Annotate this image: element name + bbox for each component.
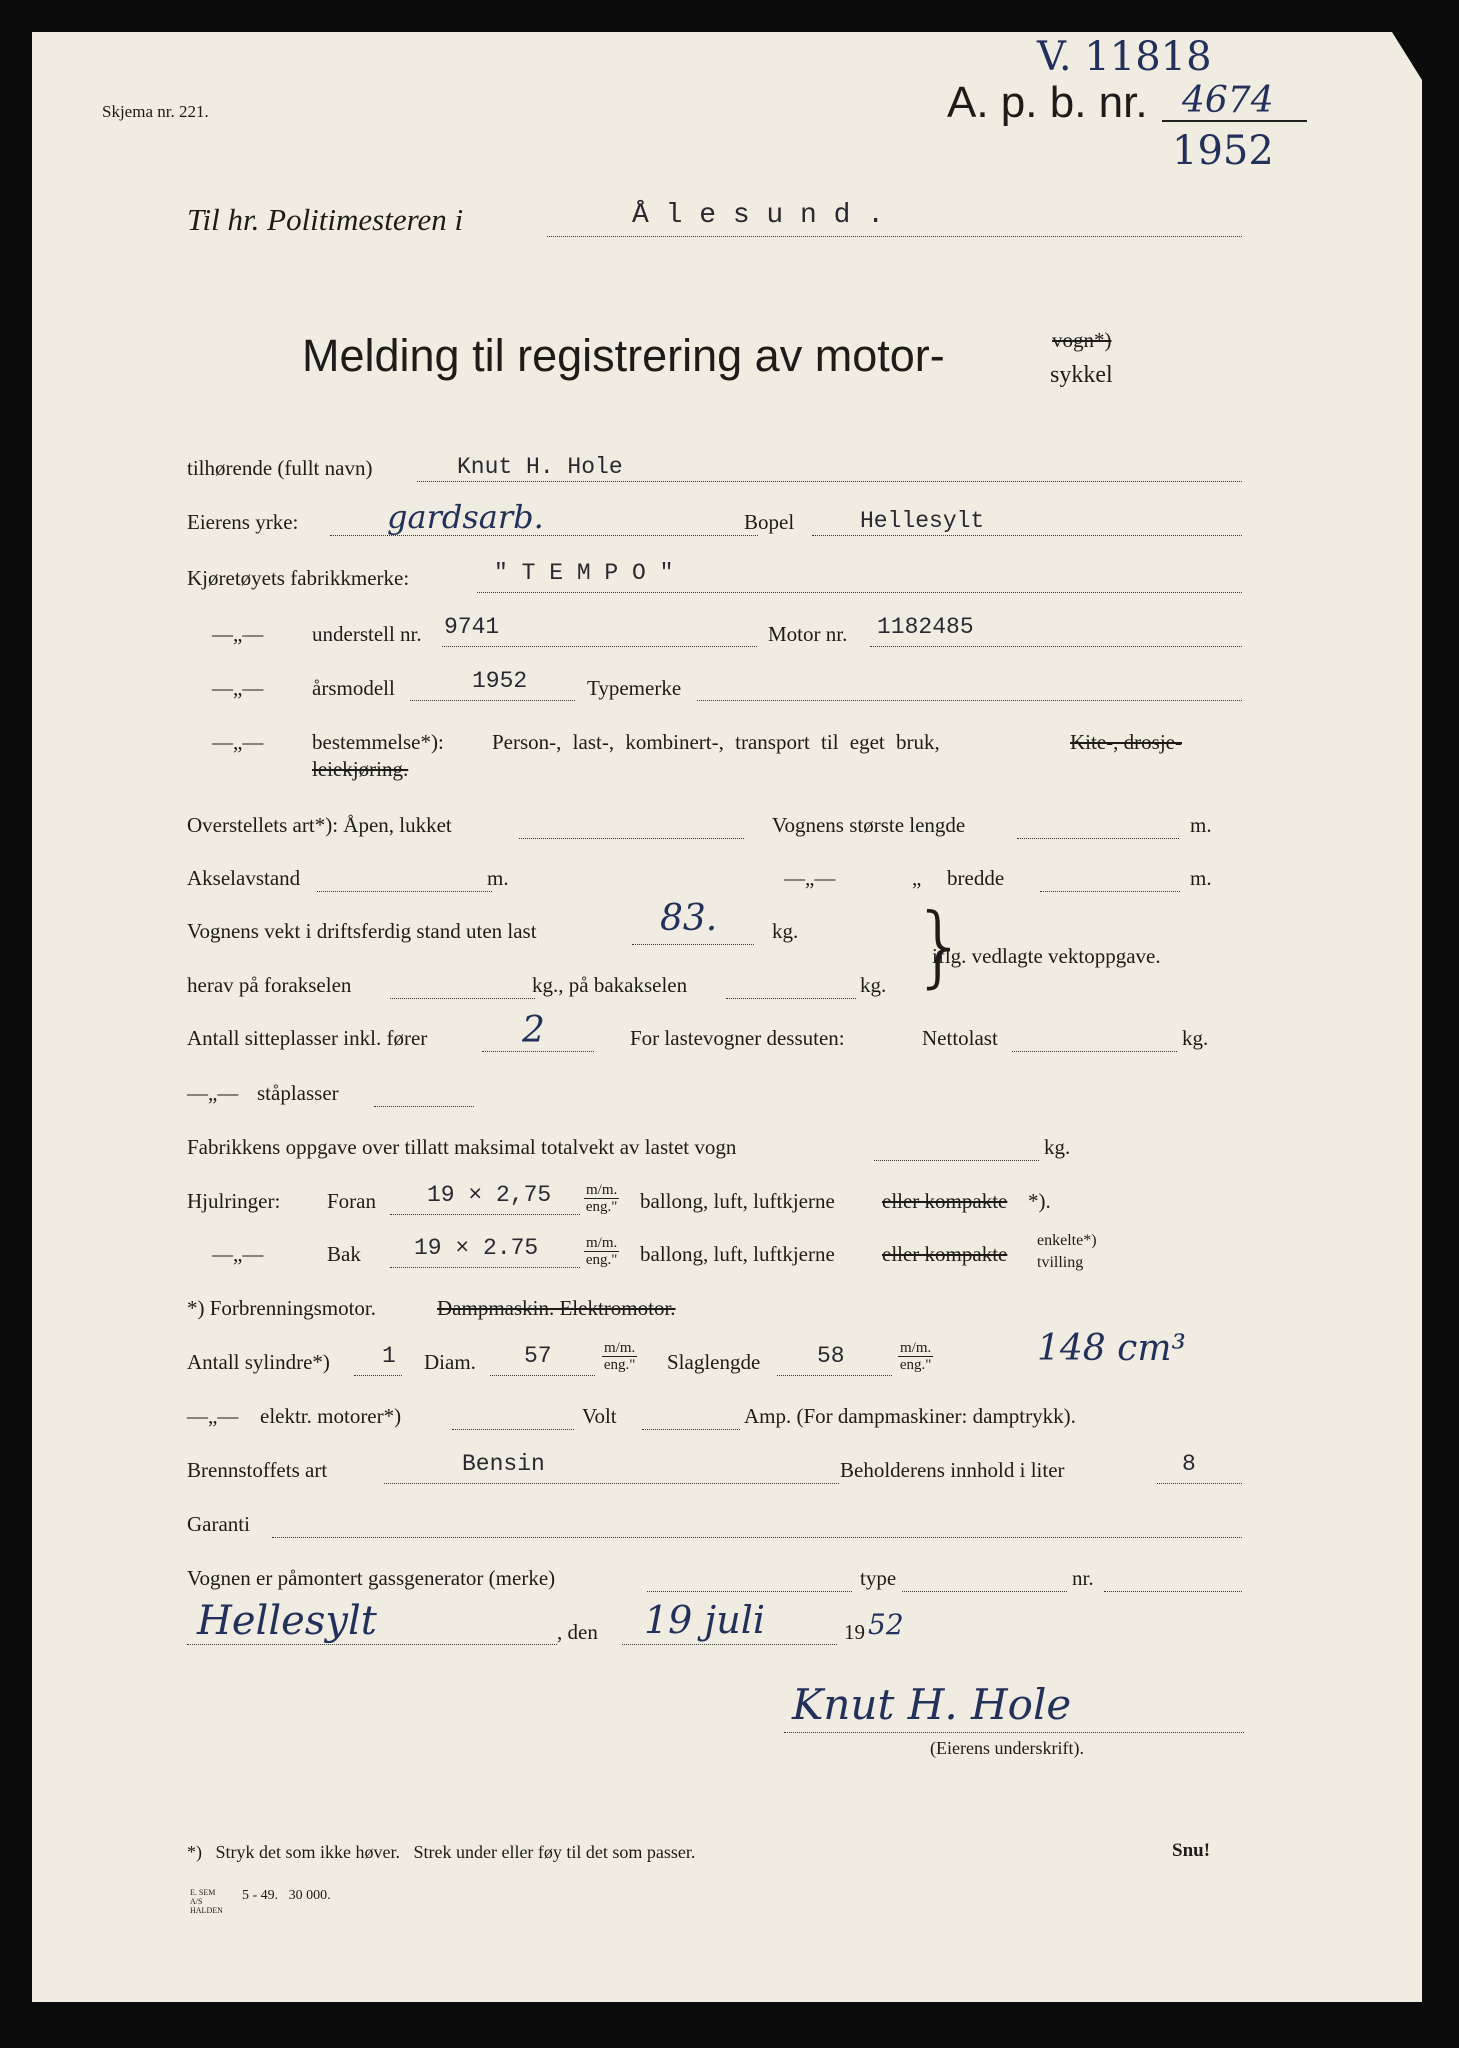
tyres-label: Hjulringer: [187, 1189, 281, 1213]
wheelbase-line [317, 891, 492, 892]
wheelbase-unit: m. [487, 866, 509, 890]
motor-value: 1182485 [877, 614, 974, 640]
cyl-label: Antall sylindre*) [187, 1350, 330, 1374]
nr-label: nr. [1072, 1566, 1094, 1590]
volt-label: Volt [582, 1404, 617, 1428]
front-axle-label: herav på forakselen [187, 973, 352, 997]
weight-line [632, 944, 754, 945]
fuel-value: Bensin [462, 1451, 545, 1477]
tyre-single: enkelte*) [1037, 1232, 1097, 1249]
front-axle-line [390, 998, 535, 999]
rear-axle-label: kg., på bakakselen [532, 973, 688, 997]
tyre-rear-label: Bak [327, 1242, 361, 1266]
volt-line [642, 1429, 740, 1430]
diam-label: Diam. [424, 1350, 476, 1374]
tyre-front-unit: m/m. eng." [585, 1182, 618, 1215]
seats-line [482, 1051, 594, 1052]
tyre-front-end: *). [1028, 1189, 1051, 1213]
residence-label: Bopel [744, 510, 795, 534]
seats-value: 2 [522, 1010, 545, 1051]
schema-label: Skjema nr. 221. [102, 102, 209, 121]
weight-value: 83. [660, 898, 718, 939]
diam-value: 57 [524, 1343, 552, 1369]
length-unit: m. [1190, 813, 1212, 837]
netload-label: Nettolast [922, 1026, 998, 1050]
body-label: Overstellets art*): Åpen, lukket [187, 813, 452, 837]
owner-line [417, 481, 1242, 482]
make-label: Kjøretøyets fabrikkmerke: [187, 566, 410, 590]
occupation-value: gardsarb. [387, 498, 544, 536]
place-value: Hellesylt [197, 1598, 377, 1644]
ditto-1: —„— [212, 622, 264, 646]
purpose-label: bestemmelse*): [312, 730, 444, 754]
address-label: Til hr. Politimesteren i [187, 202, 464, 237]
chassis-value: 9741 [444, 614, 500, 640]
ditto-5: —„— [187, 1081, 239, 1105]
year-label: årsmodell [312, 676, 395, 700]
width-unit: m. [1190, 866, 1212, 890]
tyre-front-struck: eller kompakte [882, 1189, 1008, 1213]
date-value: 19 juli [644, 1598, 765, 1642]
ditto-7: —„— [187, 1404, 239, 1428]
tyre-rear-line [390, 1267, 580, 1268]
purpose-struck-2: leiekjøring. [312, 757, 409, 781]
residence-value: Hellesylt [860, 508, 985, 534]
standing-line [374, 1106, 474, 1107]
year-value: 1952 [472, 668, 528, 694]
tank-value: 8 [1182, 1451, 1196, 1477]
body-line [519, 838, 744, 839]
title-vogn: vogn*) [1052, 328, 1112, 352]
den-label: , den [557, 1620, 598, 1644]
electric-line [452, 1429, 574, 1430]
length-label: Vognens største lengde [772, 813, 966, 837]
gas-line [647, 1591, 852, 1592]
warranty-label: Garanti [187, 1512, 250, 1536]
width-quote: „ [912, 866, 922, 890]
stroke-line [777, 1375, 892, 1376]
apb-number: 4674 [1182, 80, 1274, 121]
chassis-line [442, 646, 757, 647]
owner-value: Knut H. Hole [457, 454, 623, 480]
maxweight-unit: kg. [1044, 1135, 1071, 1159]
address-city: Å l e s u n d . [632, 200, 885, 231]
weight-brace: } [912, 894, 968, 997]
tyre-rear-value: 19 × 2.75 [414, 1235, 539, 1261]
date-line [622, 1644, 837, 1645]
stroke-value: 58 [817, 1343, 845, 1369]
lorry-label: For lastevogner dessuten: [630, 1026, 845, 1050]
width-line [1040, 891, 1180, 892]
ditto-3: —„— [212, 730, 264, 754]
registration-form-page [32, 32, 1422, 2002]
tyre-front-line [390, 1214, 580, 1215]
apb-label: A. p. b. nr. [947, 78, 1148, 127]
type-line [697, 700, 1242, 701]
fuel-label: Brennstoffets art [187, 1458, 328, 1482]
address-line [547, 236, 1242, 237]
wheelbase-label: Akselavstand [187, 866, 301, 890]
tank-label: Beholderens innhold i liter [840, 1458, 1065, 1482]
tyre-front-value: 19 × 2,75 [427, 1182, 552, 1208]
rear-axle-unit: kg. [860, 973, 887, 997]
volume-value: 148 cm³ [1037, 1328, 1186, 1369]
warranty-line [272, 1537, 1242, 1538]
engine-struck: Dampmaskin. Elektromotor. [437, 1296, 676, 1320]
electric-label: elektr. motorer*) [260, 1404, 402, 1428]
title-sykkel: sykkel [1050, 362, 1113, 388]
stroke-unit: m/m. eng." [899, 1340, 932, 1373]
netload-line [1012, 1051, 1177, 1052]
weight-label: Vognens vekt i driftsferdig stand uten last [187, 919, 537, 943]
purpose-struck-1: Kite-, drosje- [1070, 730, 1182, 754]
footer-note: *) Stryk det som ikke høver. Strek under eller føy til det som passer. [187, 1842, 696, 1862]
stroke-label: Slaglengde [667, 1350, 761, 1374]
fuel-line [384, 1483, 839, 1484]
tyre-twin: tvilling [1037, 1254, 1084, 1271]
cyl-line [354, 1375, 402, 1376]
gas-label: Vognen er påmontert gassgenerator (merke) [187, 1566, 556, 1590]
year-line [410, 700, 575, 701]
chassis-label: understell nr. [312, 622, 422, 646]
year-prefix: 19 [844, 1620, 865, 1644]
tyre-rear-desc: ballong, luft, luftkjerne [640, 1242, 835, 1266]
width-label: bredde [947, 866, 1005, 890]
type2-line [902, 1591, 1067, 1592]
signature-line [784, 1732, 1244, 1733]
diam-unit: m/m. eng." [603, 1340, 636, 1373]
weight-unit: kg. [772, 919, 799, 943]
owner-label: tilhørende (fullt navn) [187, 456, 373, 480]
occupation-label: Eierens yrke: [187, 510, 299, 534]
purpose-text: Person-, last-, kombinert-, transport til eget bruk, [492, 730, 940, 754]
maxweight-label: Fabrikkens oppgave over tillatt maksimal totalvekt av lastet vogn [187, 1135, 737, 1159]
apb-year: 1952 [1172, 128, 1274, 174]
diam-line [490, 1375, 595, 1376]
amp-label: Amp. (For dampmaskiner: damptrykk). [744, 1404, 1076, 1428]
ditto-4: —„— [784, 866, 836, 890]
motor-label: Motor nr. [768, 622, 848, 646]
ditto-2: —„— [212, 676, 264, 700]
standing-label: ståplasser [257, 1081, 339, 1105]
form-title: Melding til registrering av motor- [302, 330, 945, 381]
make-value: " T E M P O " [494, 560, 674, 586]
cyl-value: 1 [382, 1343, 396, 1369]
year-suffix: 52 [868, 1608, 904, 1641]
residence-line [812, 535, 1242, 536]
tyre-rear-struck: eller kompakte [882, 1242, 1008, 1266]
seats-label: Antall sitteplasser inkl. fører [187, 1026, 428, 1050]
netload-unit: kg. [1182, 1026, 1209, 1050]
motor-line [870, 646, 1242, 647]
weight-note: iflg. vedlagte vektoppgave. [932, 944, 1161, 968]
ditto-6: —„— [212, 1242, 264, 1266]
nr-line [1104, 1591, 1242, 1592]
length-line [1017, 838, 1179, 839]
engine-label: *) Forbrenningsmotor. [187, 1296, 376, 1320]
make-line [477, 592, 1242, 593]
tyre-front-desc: ballong, luft, luftkjerne [640, 1189, 835, 1213]
ref-top: V. 11818 [1037, 34, 1212, 80]
snu-label: Snu! [1172, 1840, 1211, 1861]
print-code: 5 - 49. 30 000. [242, 1888, 331, 1903]
tyre-rear-unit: m/m. eng." [585, 1235, 618, 1268]
folded-corner [1392, 32, 1422, 80]
type-label: Typemerke [587, 676, 682, 700]
maxweight-line [874, 1160, 1039, 1161]
printer-label: E. SEM A/S HALDEN [190, 1888, 223, 1915]
rear-axle-line [726, 998, 856, 999]
signature: Knut H. Hole [792, 1680, 1072, 1729]
tyre-front-label: Foran [327, 1189, 376, 1213]
place-line [187, 1644, 557, 1645]
signature-label: (Eierens underskrift). [930, 1738, 1084, 1758]
type2-label: type [860, 1566, 897, 1590]
tank-line [1157, 1483, 1242, 1484]
